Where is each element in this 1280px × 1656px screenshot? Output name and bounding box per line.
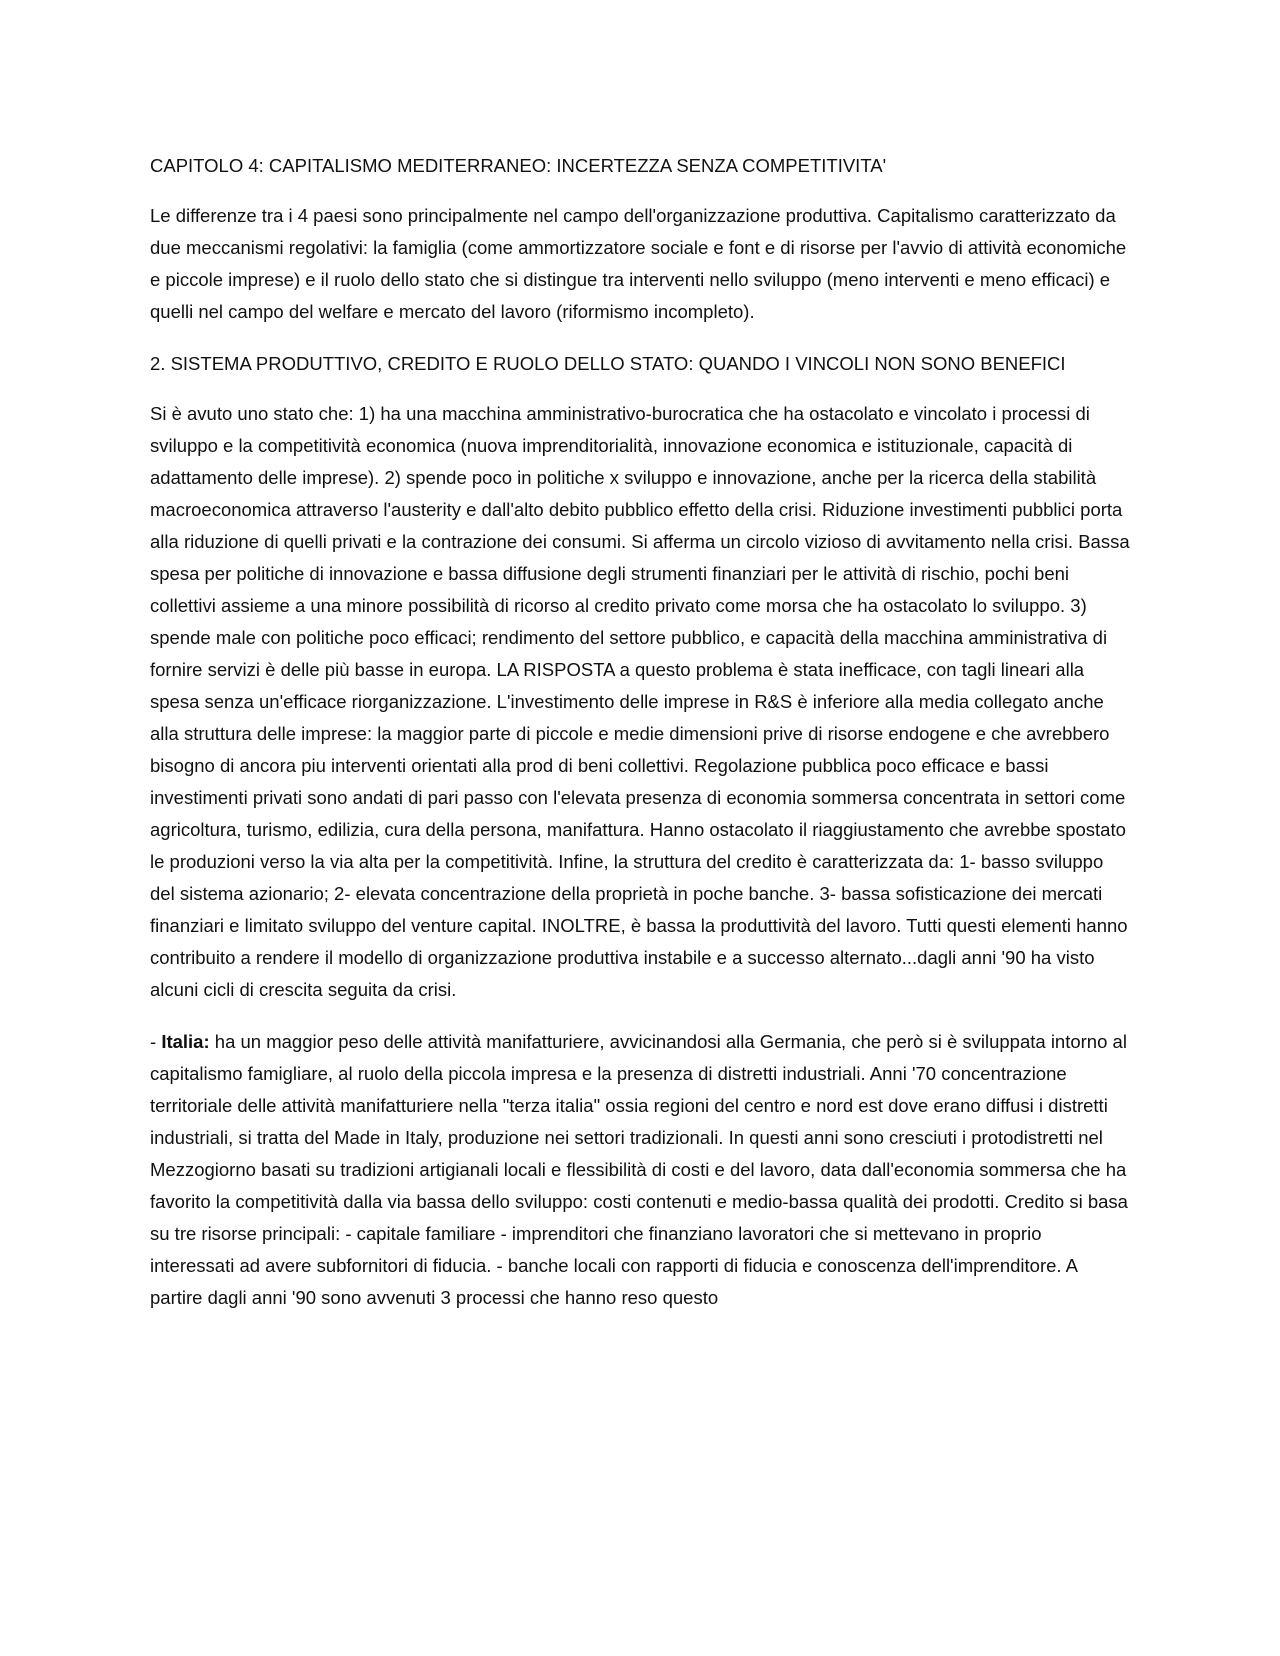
section-heading: 2. SISTEMA PRODUTTIVO, CREDITO E RUOLO DELLO STATO: QUANDO I VINCOLI NON SONO BENEFICI xyxy=(150,353,1066,374)
italia-prefix: - xyxy=(150,1031,162,1052)
section-paragraph: Si è avuto uno stato che: 1) ha una macchina amministrativo-burocratica che ha ostacolato e vincolato i processi di sviluppo e la competitività economica (nuova imprenditorialità, innovazione economica e istituzionale, capacità di adattamento delle imprese). 2) spende poco in politiche x sviluppo e innovazione, anche per la ricerca della stabilità macroeconomica attraverso l'austerity e dall'alto debito pubblico effetto della crisi. Riduzione investimenti pubblici porta alla riduzione di quelli privati e la contrazione dei consumi. Si afferma un circolo vizioso di avvitamento nella crisi. Bassa spesa per politiche di innovazione e bassa diffusione degli strumenti finanziari per le attività di rischio, pochi beni collettivi assieme a una minore possibilità di ricorso al credito privato come morsa che ha ostacolato lo sviluppo. 3) spende male con politiche poco efficaci; rendimento del settore pubblico, e capacità della macchina amministrativa di fornire servizi è delle più basse in europa. LA RISPOSTA a questo problema è stata inefficace, con tagli lineari alla spesa senza un'efficace riorganizzazione. L'investimento delle imprese in R&S è inferiore alla media collegato anche alla struttura delle imprese: la maggior parte di piccole e medie dimensioni prive di risorse endogene e che avrebbero bisogno di ancora piu interventi orientati alla prod di beni collettivi. Regolazione pubblica poco efficace e bassi investimenti privati sono andati di pari passo con l'elevata presenza di economia sommersa concentrata in settori come agricoltura, turismo, edilizia, cura della persona, manifattura. Hanno ostacolato il riaggiustamento che avrebbe spostato le produzioni verso la via alta per la competitività. Infine, la struttura del credito è caratterizzata da: 1- basso sviluppo del sistema azionario; 2- elevata concentrazione della proprietà in poche banche. 3- bassa sofisticazione dei mercati finanziari e limitato sviluppo del venture capital. INOLTRE, è bassa la produttività del lavoro. Tutti questi elementi hanno contribuito a rendere il modello di organizzazione produttiva instabile e a successo alternato...dagli anni '90 ha visto alcuni cicli di crescita seguita da crisi. xyxy=(150,403,1130,1000)
italia-paragraph xyxy=(150,1026,1130,1314)
chapter-heading: CAPITOLO 4: CAPITALISMO MEDITERRANEO: INCERTEZZA SENZA COMPETITIVITA' xyxy=(150,155,887,176)
italia-text: ha un maggior peso delle attività manifatturiere, avvicinandosi alla Germania, che però si è sviluppata intorno al capitalismo famigliare, al ruolo della piccola impresa e la presenza di distretti industriali. Anni '70 concentrazione territoriale delle attività manifatturiere nella "terza italia" ossia regioni del centro e nord est dove erano diffusi i distretti industriali, si tratta del Made in Italy, produzione nei settori tradizionali. In questi anni sono cresciuti i protodistretti nel Mezzogiorno basati su tradizioni artigianali locali e flessibilità di costi e del lavoro, data dall'economia sommersa che ha favorito la competitività dalla via bassa dello sviluppo: costi contenuti e medio-bassa qualità dei prodotti. Credito si basa su tre risorse principali: - capitale familiare - imprenditori che finanziano lavoratori che si mettevano in proprio interessati ad avere subfornitori di fiducia. - banche locali con rapporti di fiducia e conoscenza dell'imprenditore. A partire dagli anni '90 sono avvenuti 3 processi che hanno reso questo xyxy=(150,1031,1128,1308)
document-page xyxy=(150,150,1130,1334)
italia-label: Italia: xyxy=(161,1031,210,1052)
intro-paragraph: Le differenze tra i 4 paesi sono principalmente nel campo dell'organizzazione produttiva. Capitalismo caratterizzato da due meccanismi regolativi: la famiglia (come ammortizzatore sociale e font e di risorse per l'avvio di attività economiche e piccole imprese) e il ruolo dello stato che si distingue tra interventi nello sviluppo (meno interventi e meno efficaci) e quelli nel campo del welfare e mercato del lavoro (riformismo incompleto). xyxy=(150,205,1127,322)
